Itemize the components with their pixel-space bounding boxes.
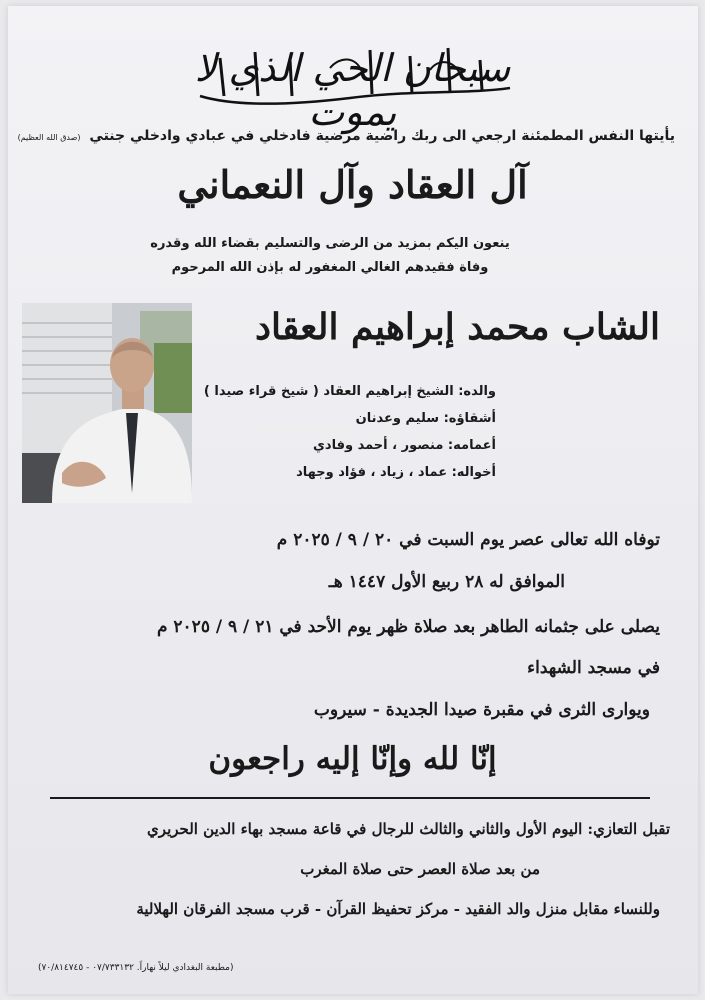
relatives-list xyxy=(196,378,496,486)
calligraphy-header xyxy=(180,38,525,134)
announcement xyxy=(150,232,510,280)
announcement-line-1: ينعون اليكم بمزيد من الرضى والتسليم بقضاء الله وقدره xyxy=(150,236,510,251)
families-title: آل العقاد وآل النعماني xyxy=(177,162,528,207)
relative-father: والده: الشيخ إبراهيم العقاد ( شيخ قراء صيدا ) xyxy=(203,384,496,399)
deceased-photo xyxy=(22,303,192,503)
prayer-mosque: في مسجد الشهداء xyxy=(527,658,660,678)
prayer-time: يصلى على جثمانه الطاهر بعد صلاة ظهر يوم الأحد في ٢١ / ٩ / ٢٠٢٥ م xyxy=(156,617,660,637)
relative-paternal-uncles: أعمامه: منصور ، أحمد وفادي xyxy=(312,438,496,453)
closing-phrase: إنّا لله وإنّا إليه راجعون xyxy=(208,741,497,777)
burial-place: ويوارى الثرى في مقبرة صيدا الجديدة - سيروب xyxy=(313,700,650,720)
quran-verse xyxy=(17,128,675,144)
death-date: توفاه الله تعالى عصر يوم السبت في ٢٠ / ٩ / ٢٠٢٥ م xyxy=(276,530,660,550)
hijri-date: الموافق له ٢٨ ربيع الأول ١٤٤٧ هـ xyxy=(328,572,565,592)
divider-line xyxy=(50,797,650,799)
portrait-icon xyxy=(22,303,192,503)
deceased-name: الشاب محمد إبراهيم العقاد xyxy=(254,306,660,348)
printer-credit: (مطبعة البغدادي ليلاً نهاراً. ٠٧/٧٣٣١٣٢ - ٧٠/٨١٤٧٤٥) xyxy=(38,963,234,973)
condolence-line-2: من بعد صلاة العصر حتى صلاة المغرب xyxy=(300,860,540,878)
announcement-line-2: وفاة فقيدهم الغالي المغفور له بإذن الله المرحوم xyxy=(171,260,489,275)
condolence-line-3: وللنساء مقابل منزل والد الفقيد - مركز تحفيظ القرآن - قرب مسجد الفرقان الهلالية xyxy=(136,900,660,918)
relative-maternal-uncles: أخواله: عماد ، زياد ، فؤاد وجهاد xyxy=(296,465,496,480)
relative-brothers: أشقاؤه: سليم وعدنان xyxy=(355,411,496,426)
verse-text: يأيتها النفس المطمئنة ارجعي الى ربك راضية مرضية فادخلي في عبادي وادخلي جنتي xyxy=(89,128,675,144)
calligraphy-text: سبحان الحي الذي لا يموت xyxy=(194,46,511,134)
verse-reference: (صدق الله العظيم) xyxy=(17,133,81,142)
condolence-line-1: تقبل التعازي: اليوم الأول والثاني والثالث للرجال في قاعة مسجد بهاء الدين الحريري xyxy=(147,820,670,838)
